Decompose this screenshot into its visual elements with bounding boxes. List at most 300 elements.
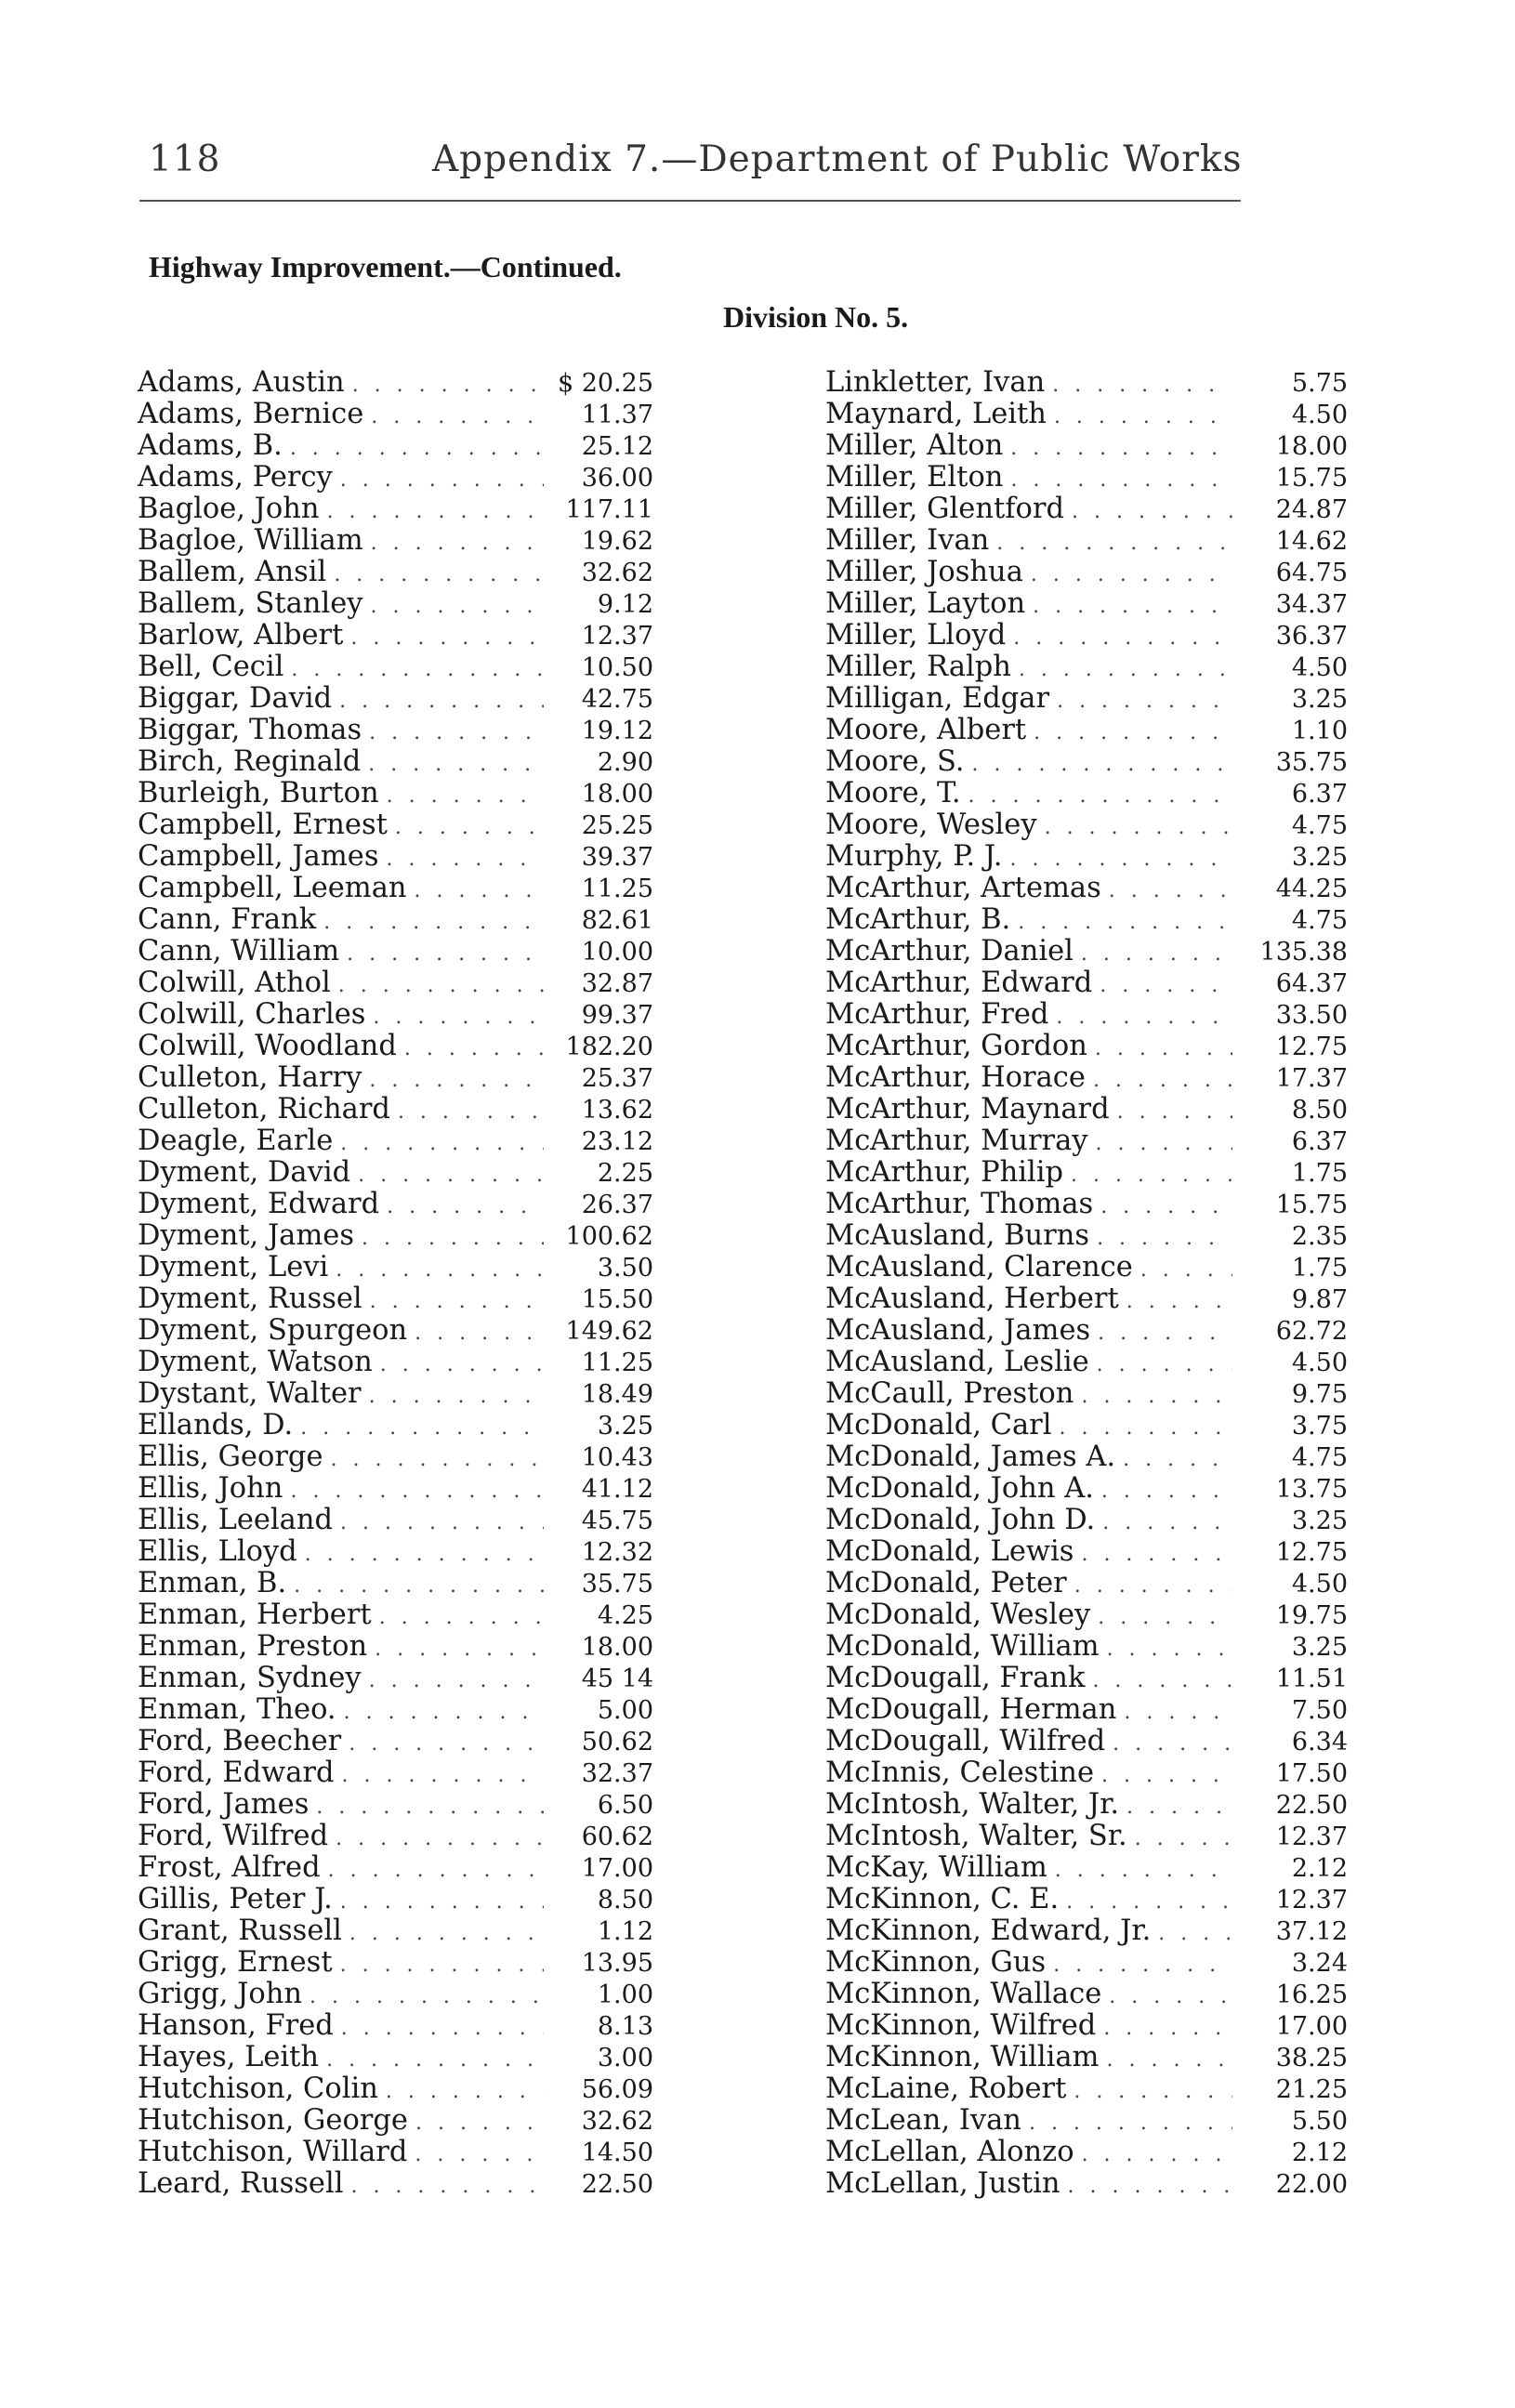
list-item xyxy=(825,904,1348,936)
payment-amount: 9.87 xyxy=(1291,1285,1348,1314)
dot-leader xyxy=(340,1950,544,1981)
dot-leader xyxy=(387,781,544,812)
list-item xyxy=(138,525,653,557)
list-item xyxy=(825,809,1348,841)
payee-name: McInnis, Celestine xyxy=(825,1757,1094,1789)
payee-name: Moore, Wesley xyxy=(825,809,1037,841)
payee-name: Cann, William xyxy=(138,935,340,967)
payee-name: Culleton, Harry xyxy=(138,1061,362,1094)
dot-leader xyxy=(1034,717,1232,749)
list-item xyxy=(138,936,653,967)
payee-name: McAusland, Clarence xyxy=(825,1251,1133,1283)
payee-name: Dyment, David xyxy=(138,1156,351,1189)
payment-amount: 16.25 xyxy=(1275,1980,1348,2009)
payee-name: McArthur, Artemas xyxy=(825,872,1101,904)
dot-leader xyxy=(1053,1950,1232,1981)
payee-name: Hutchison, Colin xyxy=(138,2072,378,2105)
dot-leader xyxy=(342,1760,544,1792)
payee-name: McLaine, Robert xyxy=(825,2072,1067,2105)
list-item xyxy=(825,746,1348,778)
dot-leader xyxy=(380,1349,544,1381)
payee-name: Deagle, Earle xyxy=(138,1125,334,1157)
list-item xyxy=(138,967,653,999)
payment-amount: 8.50 xyxy=(1291,1096,1348,1125)
dot-leader xyxy=(1013,623,1232,654)
list-item xyxy=(138,1410,653,1441)
payment-amount: 32.87 xyxy=(581,969,653,998)
payee-name: Bell, Cecil xyxy=(138,651,284,683)
list-item xyxy=(138,1631,653,1663)
payee-name: Leard, Russell xyxy=(138,2167,344,2200)
list-item xyxy=(138,1347,653,1378)
payee-name: Dyment, Spurgeon xyxy=(138,1314,408,1347)
list-item xyxy=(138,462,653,493)
dot-leader xyxy=(369,1065,544,1097)
list-item xyxy=(138,1884,653,1915)
payment-amount: 19.62 xyxy=(581,527,653,556)
payee-name: McDonald, Wesley xyxy=(825,1599,1091,1631)
payment-amount: 64.75 xyxy=(1275,559,1348,587)
list-item xyxy=(138,493,653,525)
list-item xyxy=(825,1852,1348,1884)
payment-amount: 82.61 xyxy=(581,906,653,935)
payee-name: Bagloe, John xyxy=(138,493,320,525)
payment-amount: 25.37 xyxy=(581,1064,653,1093)
payment-amount: 11.25 xyxy=(581,875,653,903)
payee-name: Ellis, John xyxy=(138,1472,283,1505)
dot-leader xyxy=(1045,812,1232,844)
payee-name: McDougall, Frank xyxy=(825,1662,1086,1694)
payee-name: McDonald, James A. xyxy=(825,1441,1116,1473)
payee-name: Cann, Frank xyxy=(138,903,317,936)
payment-amount: 7.50 xyxy=(1291,1696,1348,1725)
list-item xyxy=(138,683,653,715)
list-item xyxy=(825,462,1348,493)
list-item xyxy=(825,620,1348,651)
dot-leader xyxy=(1093,1065,1232,1097)
payee-name: Hutchison, Willard xyxy=(138,2136,408,2168)
dot-leader xyxy=(386,2076,544,2108)
payment-amount: 100.62 xyxy=(565,1222,653,1251)
payment-amount: 60.62 xyxy=(581,1822,653,1851)
list-item xyxy=(138,1252,653,1283)
dot-leader xyxy=(316,1792,544,1823)
payment-amount: 2.25 xyxy=(597,1159,653,1188)
payment-amount: 6.37 xyxy=(1291,780,1348,809)
dot-leader xyxy=(386,844,544,875)
dot-leader xyxy=(379,1602,544,1634)
payee-name: McDonald, Peter xyxy=(825,1567,1067,1599)
payee-name: Dystant, Walter xyxy=(138,1377,362,1410)
list-item xyxy=(138,1189,653,1220)
payee-name: Enman, Theo. xyxy=(138,1693,336,1726)
dot-leader xyxy=(1056,1002,1232,1033)
list-item xyxy=(138,557,653,588)
payee-name: Enman, Sydney xyxy=(138,1662,362,1694)
list-item xyxy=(138,746,653,778)
dot-leader xyxy=(1100,1191,1232,1223)
dot-leader xyxy=(1057,686,1232,717)
payee-name: McLellan, Alonzo xyxy=(825,2136,1074,2168)
dot-leader xyxy=(1106,2045,1232,2076)
list-item xyxy=(825,1789,1348,1821)
dot-leader xyxy=(369,1665,544,1697)
list-item xyxy=(138,1031,653,1062)
list-item xyxy=(825,493,1348,525)
list-item xyxy=(138,367,653,399)
payee-name: McDonald, John A. xyxy=(825,1472,1094,1505)
list-item xyxy=(825,588,1348,620)
dot-leader xyxy=(1109,875,1232,907)
payee-name: Adams, Bernice xyxy=(138,398,364,430)
payment-amount: 2.12 xyxy=(1291,2138,1348,2167)
payment-amount: 8.50 xyxy=(597,1886,653,1915)
payee-name: McDougall, Wilfred xyxy=(825,1725,1106,1757)
payment-amount: 2.90 xyxy=(597,748,653,777)
payment-amount: 37.12 xyxy=(1275,1917,1348,1946)
list-item xyxy=(825,715,1348,746)
payment-amount: 23.12 xyxy=(581,1127,653,1156)
payment-amount: 12.75 xyxy=(1275,1538,1348,1567)
payment-amount: 3.50 xyxy=(597,1254,653,1283)
dot-leader xyxy=(1140,1255,1232,1286)
dot-leader xyxy=(968,781,1232,812)
dot-leader xyxy=(1092,1665,1232,1697)
payment-amount: 50.62 xyxy=(581,1728,653,1757)
payment-amount: 32.62 xyxy=(581,2107,653,2136)
dot-leader xyxy=(1082,2139,1232,2171)
payee-name: McArthur, Fred xyxy=(825,998,1049,1031)
payment-amount: 1.75 xyxy=(1291,1159,1348,1188)
payment-amount: 4.50 xyxy=(1291,401,1348,429)
division-title: Division No. 5. xyxy=(723,300,909,334)
list-item xyxy=(825,1031,1348,1062)
list-item xyxy=(825,1726,1348,1757)
payee-name: Dyment, Watson xyxy=(138,1346,373,1378)
payment-amount: 22.50 xyxy=(581,2170,653,2199)
list-item xyxy=(138,1789,653,1821)
payee-name: McCaull, Preston xyxy=(825,1377,1074,1410)
payment-amount: 10.50 xyxy=(581,653,653,682)
dot-leader xyxy=(347,939,544,970)
payee-name: McKinnon, Wilfred xyxy=(825,2009,1097,2042)
dot-leader xyxy=(1074,1571,1232,1602)
payee-name: McLellan, Justin xyxy=(825,2167,1060,2200)
dot-leader xyxy=(291,654,544,686)
dot-leader xyxy=(415,1318,544,1349)
payment-amount: 34.37 xyxy=(1275,590,1348,619)
list-item xyxy=(138,2137,653,2168)
list-item xyxy=(825,399,1348,430)
payment-amount: 3.25 xyxy=(597,1412,653,1441)
dot-leader xyxy=(1098,1318,1232,1349)
payee-name: McArthur, Daniel xyxy=(825,935,1074,967)
list-item xyxy=(138,1726,653,1757)
dot-leader xyxy=(1033,591,1232,623)
dot-leader xyxy=(398,1097,544,1128)
dot-leader xyxy=(415,2139,544,2171)
dot-leader xyxy=(1066,1887,1232,1918)
list-item xyxy=(825,2010,1348,2042)
dot-leader xyxy=(334,559,544,591)
dot-leader xyxy=(326,2045,544,2076)
dot-leader xyxy=(1101,1476,1232,1507)
list-item xyxy=(138,1094,653,1125)
dot-leader xyxy=(1097,1349,1232,1381)
dot-leader xyxy=(1126,1286,1232,1318)
payee-name: Miller, Lloyd xyxy=(825,619,1007,651)
list-item xyxy=(825,1821,1348,1852)
payment-amount: 13.62 xyxy=(581,1096,653,1125)
payment-amount: 11.25 xyxy=(581,1349,653,1377)
dot-leader xyxy=(1081,1381,1232,1413)
payee-name: Bagloe, William xyxy=(138,524,363,557)
dot-leader xyxy=(340,1128,544,1160)
list-item xyxy=(138,588,653,620)
payment-amount: 18.49 xyxy=(581,1380,653,1409)
payment-amount: 36.37 xyxy=(1275,622,1348,651)
dot-leader xyxy=(1019,654,1232,686)
list-item xyxy=(138,2073,653,2105)
payee-name: Miller, Ralph xyxy=(825,651,1011,683)
payee-name: McArthur, Horace xyxy=(825,1061,1086,1094)
payment-amount: 14.50 xyxy=(581,2138,653,2167)
dot-leader xyxy=(1158,1918,1232,1950)
payee-name: McArthur, Philip xyxy=(825,1156,1064,1189)
payee-name: McKinnon, Gus xyxy=(825,1946,1047,1979)
dot-leader xyxy=(1109,1981,1232,2013)
payment-amount: 10.00 xyxy=(581,938,653,967)
payment-amount: 4.50 xyxy=(1291,1349,1348,1377)
payee-name: Dyment, James xyxy=(138,1219,354,1252)
payment-amount: 3.00 xyxy=(597,2044,653,2072)
dot-leader xyxy=(1097,1223,1232,1255)
list-item xyxy=(825,873,1348,904)
list-item xyxy=(825,1378,1348,1410)
running-head xyxy=(139,135,1241,202)
list-item xyxy=(138,1694,653,1726)
list-item xyxy=(825,430,1348,462)
list-item xyxy=(138,1852,653,1884)
payee-name: Colwill, Woodland xyxy=(138,1030,397,1062)
payee-name: Biggar, David xyxy=(138,682,333,715)
payment-amount: 4.50 xyxy=(1291,1570,1348,1599)
list-item xyxy=(825,1694,1348,1726)
section-title: Highway Improvement.—Continued. xyxy=(149,250,622,283)
payee-name: Miller, Layton xyxy=(825,587,1026,620)
dot-leader xyxy=(352,370,544,401)
list-item xyxy=(138,1568,653,1599)
list-item xyxy=(825,1947,1348,1979)
list-item xyxy=(138,1378,653,1410)
dot-leader xyxy=(349,1918,544,1950)
dot-leader xyxy=(370,1286,544,1318)
list-item xyxy=(138,1821,653,1852)
list-item xyxy=(138,715,653,746)
payee-name: McDonald, Carl xyxy=(825,1409,1052,1441)
dot-leader xyxy=(371,528,544,559)
dot-leader xyxy=(1009,844,1232,875)
list-item xyxy=(138,904,653,936)
payee-name: Dyment, Edward xyxy=(138,1188,380,1220)
payment-amount: 12.75 xyxy=(1275,1033,1348,1061)
payment-amount: 6.37 xyxy=(1291,1127,1348,1156)
dot-leader xyxy=(1010,433,1232,465)
payee-name: McIntosh, Walter, Jr. xyxy=(825,1788,1120,1821)
list-item xyxy=(825,2168,1348,2200)
list-item xyxy=(825,999,1348,1031)
dot-leader xyxy=(350,623,544,654)
payee-name: McArthur, Thomas xyxy=(825,1188,1094,1220)
list-item xyxy=(825,683,1348,715)
list-item xyxy=(138,620,653,651)
payment-amount: 5.00 xyxy=(597,1696,653,1725)
list-item xyxy=(825,1157,1348,1189)
payment-amount: 38.25 xyxy=(1275,2044,1348,2072)
payment-amount: 36.00 xyxy=(581,464,653,493)
dot-leader xyxy=(1052,370,1232,401)
list-item xyxy=(825,936,1348,967)
payee-name: Campbell, James xyxy=(138,840,379,873)
payee-name: Enman, B. xyxy=(138,1567,287,1599)
dot-leader xyxy=(1055,1855,1232,1887)
dot-leader xyxy=(328,1855,544,1887)
dot-leader xyxy=(336,1255,544,1286)
list-item xyxy=(138,1125,653,1157)
payment-amount: 21.25 xyxy=(1275,2075,1348,2104)
payee-name: Moore, S. xyxy=(825,745,965,778)
payment-amount: 12.37 xyxy=(1275,1886,1348,1915)
payment-amount: 12.37 xyxy=(581,622,653,651)
payee-name: Ford, Wilfred xyxy=(138,1820,329,1852)
payee-name: Colwill, Athol xyxy=(138,967,331,999)
payee-name: McDonald, John D. xyxy=(825,1504,1096,1536)
dot-leader xyxy=(336,1823,544,1855)
payee-name: Linkletter, Ivan xyxy=(825,366,1046,399)
dot-leader xyxy=(1071,1160,1232,1191)
payment-amount: 11.37 xyxy=(581,401,653,429)
dot-leader xyxy=(375,1634,544,1665)
payee-name: Ballem, Ansil xyxy=(138,556,327,588)
payee-name: Ellands, D. xyxy=(138,1409,294,1441)
payment-amount: 3.25 xyxy=(1291,1507,1348,1535)
payee-name: McArthur, Maynard xyxy=(825,1093,1110,1125)
running-title: Appendix 7.—Department of Public Works xyxy=(432,138,1243,180)
payment-amount: 4.50 xyxy=(1291,653,1348,682)
list-item xyxy=(825,1125,1348,1157)
payee-name: Miller, Joshua xyxy=(825,556,1023,588)
list-item xyxy=(138,1915,653,1947)
payment-amount: 33.50 xyxy=(1275,1001,1348,1030)
payment-amount: 149.62 xyxy=(565,1317,653,1346)
payee-name: Maynard, Leith xyxy=(825,398,1047,430)
payment-amount: 4.25 xyxy=(597,1601,653,1630)
list-item xyxy=(825,1663,1348,1694)
payee-name: Colwill, Charles xyxy=(138,998,366,1031)
payee-name: Grant, Russell xyxy=(138,1915,342,1947)
dot-leader xyxy=(1126,1792,1232,1823)
payment-amount: 9.12 xyxy=(597,590,653,619)
dot-leader xyxy=(370,591,544,623)
payee-name: Campbell, Ernest xyxy=(138,809,388,841)
payment-amount: 4.75 xyxy=(1291,906,1348,935)
payee-name: Grigg, Ernest xyxy=(138,1946,333,1979)
payee-name: Moore, Albert xyxy=(825,714,1027,746)
payment-amount: 3.25 xyxy=(1291,1633,1348,1662)
payee-name: Barlow, Albert xyxy=(138,619,344,651)
dot-leader xyxy=(369,717,544,749)
list-item xyxy=(138,2010,653,2042)
payment-amount: 3.25 xyxy=(1291,843,1348,872)
payment-amount: 182.20 xyxy=(565,1033,653,1061)
payee-name: Ballem, Stanley xyxy=(138,587,363,620)
list-item xyxy=(825,2073,1348,2105)
list-item xyxy=(138,1220,653,1252)
list-item xyxy=(138,2105,653,2137)
list-item xyxy=(825,1315,1348,1347)
payment-amount: 41.12 xyxy=(581,1475,653,1504)
payment-amount: 4.75 xyxy=(1291,1443,1348,1472)
list-item xyxy=(138,1757,653,1789)
list-item xyxy=(825,1220,1348,1252)
list-item xyxy=(825,1062,1348,1094)
payee-name: Biggar, Thomas xyxy=(138,714,362,746)
payment-amount: 18.00 xyxy=(581,780,653,809)
payee-name: McAusland, Burns xyxy=(825,1219,1090,1252)
dot-leader xyxy=(369,1381,544,1413)
list-item xyxy=(138,2042,653,2073)
dot-leader xyxy=(1100,970,1232,1002)
payee-name: Murphy, P. J. xyxy=(825,840,1003,873)
dot-leader xyxy=(1102,1507,1232,1539)
payee-name: McArthur, B. xyxy=(825,903,1011,936)
list-item xyxy=(825,1631,1348,1663)
dot-leader xyxy=(340,1507,544,1539)
payment-amount: 17.00 xyxy=(1275,2012,1348,2041)
payee-name: Enman, Herbert xyxy=(138,1599,372,1631)
payee-name: Culleton, Richard xyxy=(138,1093,390,1125)
payment-amount: 32.62 xyxy=(581,559,653,587)
payee-name: Grigg, John xyxy=(138,1978,303,2010)
payment-amount: 35.75 xyxy=(581,1570,653,1599)
list-item xyxy=(825,1757,1348,1789)
payee-name: McAusland, Leslie xyxy=(825,1346,1089,1378)
list-item xyxy=(825,1915,1348,1947)
dot-leader xyxy=(350,2171,544,2203)
payment-amount: 56.09 xyxy=(581,2075,653,2104)
list-item xyxy=(138,1536,653,1568)
payment-amount: 45.75 xyxy=(581,1507,653,1535)
payment-amount: 4.75 xyxy=(1291,811,1348,840)
dot-leader xyxy=(1113,1729,1232,1760)
payment-amount: 117.11 xyxy=(565,495,653,524)
list-item xyxy=(825,1536,1348,1568)
payment-amount: 22.00 xyxy=(1275,2170,1348,2199)
payee-name: McDonald, William xyxy=(825,1630,1100,1663)
list-item xyxy=(825,1094,1348,1125)
dot-leader xyxy=(1124,1697,1232,1729)
list-item xyxy=(825,525,1348,557)
payee-name: Adams, B. xyxy=(138,429,283,462)
dot-leader xyxy=(1117,1097,1232,1128)
dot-leader xyxy=(338,970,544,1002)
list-item xyxy=(138,2168,653,2200)
payment-amount: 2.35 xyxy=(1291,1222,1348,1251)
payment-amount: 2.12 xyxy=(1291,1854,1348,1883)
payment-amount: 12.32 xyxy=(581,1538,653,1567)
payee-name: Enman, Preston xyxy=(138,1630,368,1663)
payee-name: Moore, T. xyxy=(825,777,961,809)
